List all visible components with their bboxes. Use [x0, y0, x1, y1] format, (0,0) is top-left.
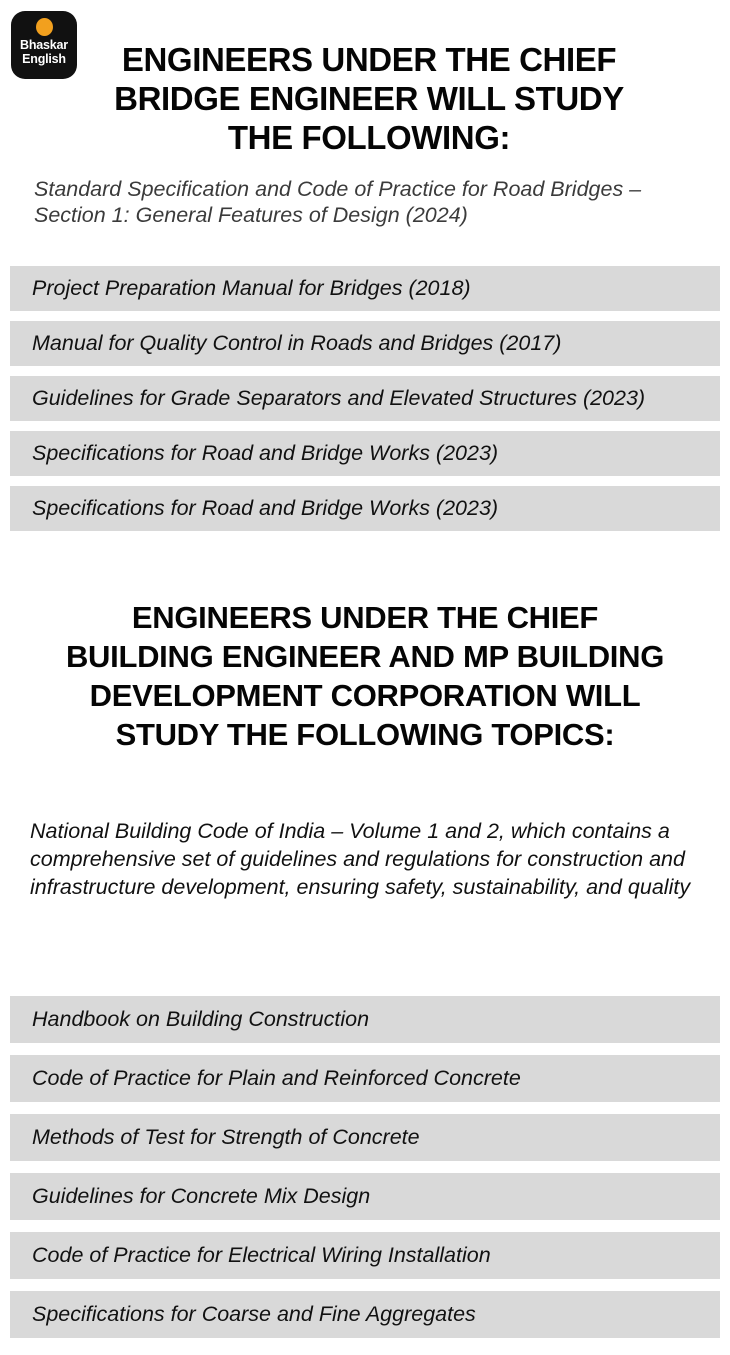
orange-dot-icon: [36, 18, 53, 36]
list-item: Handbook on Building Construction: [10, 996, 720, 1043]
list-item: Methods of Test for Strength of Concrete: [10, 1114, 720, 1161]
list-item: Code of Practice for Electrical Wiring Installation: [10, 1232, 720, 1279]
list-item: Specifications for Road and Bridge Works (2023): [10, 431, 720, 476]
list-item: Guidelines for Concrete Mix Design: [10, 1173, 720, 1220]
logo-text-line-1: Bhaskar: [20, 38, 68, 52]
list-item: Manual for Quality Control in Roads and Bridges (2017): [10, 321, 720, 366]
section-2-paragraph: National Building Code of India – Volume 1 and 2, which contains a comprehensive set of guidelines and regulations for construction and infrastructure development, ensuring safety, sustainability, and quality: [30, 819, 691, 899]
list-item: Project Preparation Manual for Bridges (2018): [10, 266, 720, 311]
section-2-heading: ENGINEERS UNDER THE CHIEF BUILDING ENGINEER AND MP BUILDING DEVELOPMENT CORPORATION WILL STUDY THE FOLLOWING TOPICS:: [65, 600, 665, 752]
section-1-heading: ENGINEERS UNDER THE CHIEF BRIDGE ENGINEER WILL STUDY THE FOLLOWING:: [114, 41, 624, 156]
list-item: Guidelines for Grade Separators and Elevated Structures (2023): [10, 376, 720, 421]
logo-text-line-2: English: [22, 51, 66, 66]
section-1-subtitle: Standard Specification and Code of Practice for Road Bridges – Section 1: General Features of Design (2024): [34, 177, 642, 227]
section-1-item-list: [10, 266, 720, 541]
section-2-item-list: [10, 996, 720, 1350]
list-item: Specifications for Road and Bridge Works (2023): [10, 486, 720, 531]
list-item: Code of Practice for Plain and Reinforced Concrete: [10, 1055, 720, 1102]
bhaskar-english-logo: [11, 11, 77, 79]
list-item: Specifications for Coarse and Fine Aggregates: [10, 1291, 720, 1338]
